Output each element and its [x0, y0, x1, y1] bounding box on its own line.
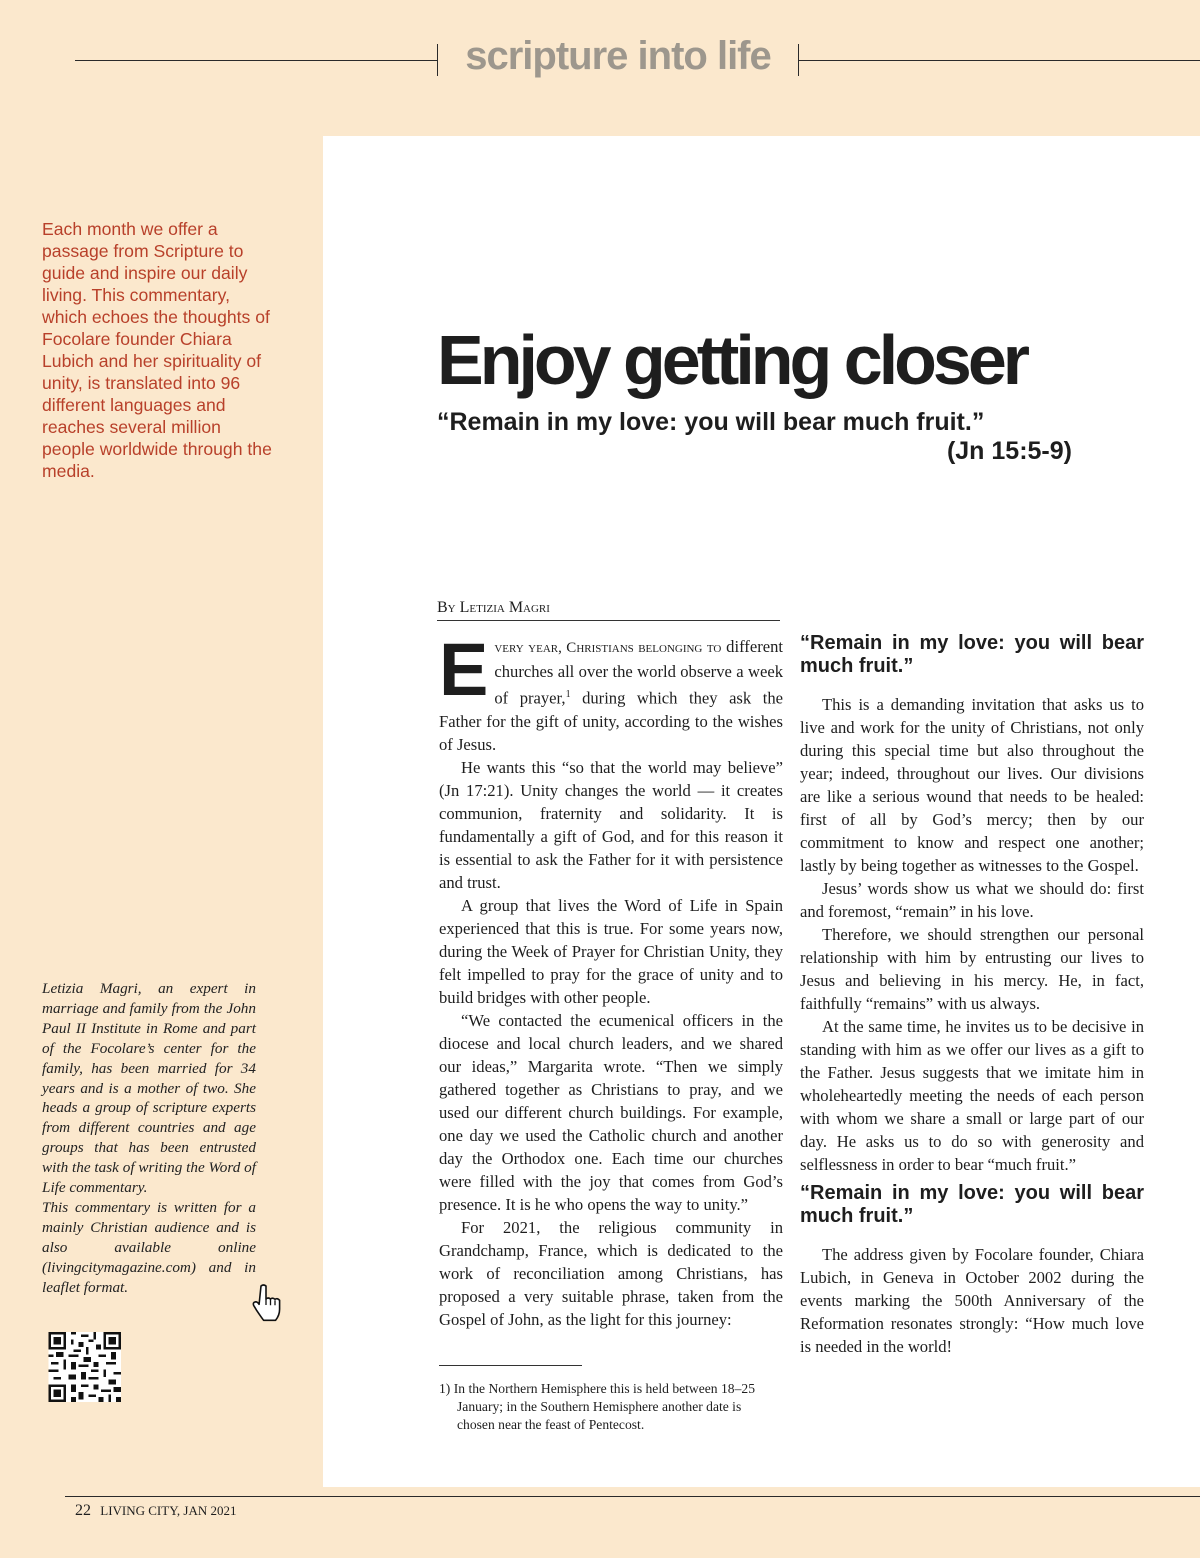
- footnote-body: [439, 1380, 779, 1434]
- footnote-text: In the Northern Hemisphere this is held between 18–25 January; in the Southern Hemisphere another date is chosen near the feast of Pentecost.: [453, 1381, 755, 1432]
- availability-note: This commentary is written for a mainly Christian audience and is also available online (livingcitymagazine.com) and in leaflet format.: [42, 1198, 256, 1296]
- qr-code-icon[interactable]: [48, 1332, 121, 1402]
- header-rule-right: [799, 60, 1200, 61]
- article-title: Enjoy getting closer: [437, 321, 1026, 399]
- footnote-rule: [439, 1365, 582, 1366]
- lead-small-caps: very year, Christians belonging to: [494, 640, 722, 656]
- drop-cap: E: [439, 628, 489, 711]
- author-bio: [42, 979, 256, 1298]
- lead-text: different churches all over the world observe a week of prayer,: [494, 637, 783, 708]
- article-column-2: [800, 632, 1144, 1358]
- page-number: 22: [75, 1502, 91, 1519]
- body-paragraph: A group that lives the Word of Life in Spain experienced that this is true. For some years now, during the Week of Prayer for Christian Unity, they felt impelled to pray for the grace of unity and to build bridges with other people.: [439, 895, 783, 1007]
- body-paragraph: This is a demanding invitation that asks us to live and work for the unity of Christians, not only during this special time but also throughout the year; indeed, throughout our lives. Our divisions are like a serious wound that needs to be healed: first of all by God’s mercy; then by our commitment to know and respect one another; lastly by being together as witnesses to the Gospel.: [800, 695, 1144, 875]
- footnote-marker[interactable]: 1: [565, 689, 571, 700]
- footnote-number: 1): [439, 1381, 451, 1396]
- verse-reference: (Jn 15:5-9): [946, 437, 1072, 465]
- pointing-hand-icon[interactable]: [252, 1283, 286, 1323]
- byline: By Letizia Magri: [437, 599, 780, 621]
- footer-rule: [65, 1496, 1200, 1497]
- header-rule-left: [75, 60, 437, 61]
- header-tick-left: [437, 44, 438, 76]
- body-paragraph: For 2021, the religious community in Grandchamp, France, which is dedicated to the work of reconciliation among Christians, has proposed a very suitable phrase, taken from the Gospel of John, as the light for this journey:: [439, 1217, 783, 1329]
- body-paragraph: He wants this “so that the world may believe” (Jn 17:21). Unity changes the world — it creates communion, fraternity and solidarity. It is fundamentally a gift of God, and for this reason it is essential to ask the Father for it with persistence and trust.: [439, 757, 783, 892]
- article-verse: “Remain in my love: you will bear much fruit.”: [437, 408, 985, 436]
- body-paragraph: Therefore, we should strengthen our personal relationship with him by entrusting our lives to Jesus and believing in his mercy. He, in fact, faithfully “remains” with us always.: [800, 925, 1144, 1013]
- body-paragraph: The address given by Focolare founder, Chiara Lubich, in Geneva in October 2002 during the events marking the 500th Anniversary of the Reformation resonates strongly: “How much love is needed in the world!: [800, 1245, 1144, 1356]
- section-title: scripture into life: [465, 34, 771, 78]
- body-paragraph: Jesus’ words show us what we should do: first and foremost, “remain” in his love.: [800, 879, 1144, 921]
- lead-paragraph: [439, 628, 783, 756]
- magazine-name: LIVING CITY,: [100, 1503, 181, 1518]
- footnote: [439, 1380, 779, 1434]
- subheading: “Remain in my love: you will bear much fruit.”: [800, 632, 1144, 677]
- body-paragraph: At the same time, he invites us to be decisive in standing with him as we offer our lives as a gift to the Father. Jesus suggests that we imitate him in wholeheartedly meeting the needs of each person with whom we share a small or large part of our day. He asks us to do so with generosity and selflessness in order to bear “much fruit.”: [800, 1017, 1144, 1174]
- body-paragraph: “We contacted the ecumenical officers in the diocese and local church leaders, and we shared our ideas,” Margarita wrote. “Then we simply gathered together as Christians to pray, and we used our different church buildings. For example, one day we used the Catholic church and another day the Orthodox one. Each time our churches were filled with the joy that comes from God’s presence. It is he who opens the way to unity.”: [439, 1010, 783, 1214]
- sidebar-intro: Each month we offer a passage from Scripture to guide and inspire our daily living. This commentary, which echoes the thoughts of Focolare founder Chiara Lubich and her spirituality of unity, is translated into 96 different languages and reaches several million people worldwide through the media.: [42, 219, 272, 481]
- issue-date: JAN 2021: [183, 1503, 237, 1518]
- lead-text-end: during which they ask the Father for the gift of unity, according to the wishes of Jesus.: [439, 688, 783, 754]
- subheading: “Remain in my love: you will bear much fruit.”: [800, 1182, 1144, 1227]
- article-column-1: [439, 628, 783, 1331]
- author-bio-text: Letizia Magri, an expert in marriage and family from the John Paul II Institute in Rome and part of the Focolare’s center for the family, has been married for 34 years and is a mother of two. She heads a group of scripture experts from different countries and age groups that has been entrusted with the task of writing the Word of Life commentary.: [42, 980, 256, 1197]
- page-footer: [75, 1502, 237, 1520]
